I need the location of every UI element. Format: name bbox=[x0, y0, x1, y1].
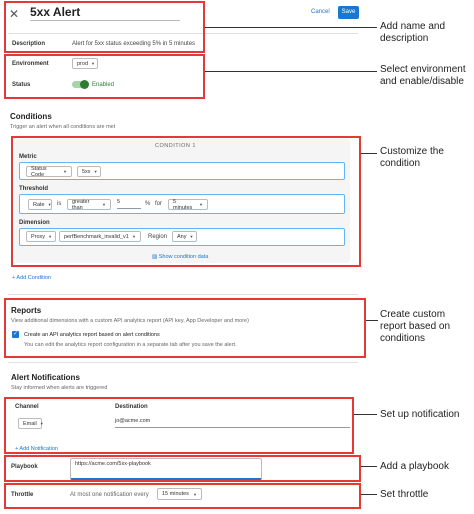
metric-value: Status Code bbox=[31, 165, 47, 178]
conditions-title: Conditions bbox=[10, 112, 52, 121]
threshold-unit: % bbox=[145, 201, 151, 207]
reports-subtitle: View additional dimensions with a custom API analytics report (API key, App Developer and more) bbox=[11, 318, 249, 324]
callout-line-1 bbox=[205, 27, 377, 28]
status-value: Enabled bbox=[92, 82, 115, 88]
highlight-notification bbox=[4, 397, 354, 454]
add-condition-button[interactable]: + Add Condition bbox=[12, 275, 51, 281]
highlight-environment-status bbox=[4, 54, 205, 99]
chevron-down-icon: ▼ bbox=[189, 234, 194, 239]
description-label: Description bbox=[12, 41, 46, 47]
condition-card-title: CONDITION 1 bbox=[155, 143, 196, 149]
callout-line-6 bbox=[361, 466, 377, 467]
reports-title: Reports bbox=[11, 306, 42, 315]
chevron-down-icon: ▼ bbox=[132, 234, 136, 239]
chevron-down-icon: ▼ bbox=[102, 202, 106, 207]
show-condition-data-label: Show condition data bbox=[158, 254, 209, 260]
chevron-down-icon: ▼ bbox=[93, 169, 98, 174]
callout-line-2 bbox=[205, 71, 377, 72]
chevron-down-icon: ▼ bbox=[199, 202, 203, 207]
dimension-value: perfBenchmark_invalid_v1 bbox=[64, 233, 129, 240]
environment-label: Environment bbox=[12, 61, 49, 67]
throttle-label: Throttle bbox=[11, 492, 34, 498]
chevron-down-icon: ▼ bbox=[39, 421, 44, 426]
notifications-subtitle: Stay informed when alerts are triggered bbox=[11, 385, 108, 391]
chevron-down-icon: ▼ bbox=[91, 61, 95, 66]
environment-value: prod bbox=[77, 60, 89, 67]
threshold-value-input[interactable]: 5 bbox=[117, 199, 141, 209]
check-icon: ✓ bbox=[12, 331, 19, 337]
chevron-down-icon: ▼ bbox=[48, 234, 53, 239]
channel-label: Channel bbox=[15, 404, 39, 410]
dimension-type-value: Proxy bbox=[31, 233, 46, 240]
destination-label: Destination bbox=[115, 404, 148, 410]
create-report-label: Create an API analytics report based on alert conditions bbox=[24, 332, 160, 338]
threshold-label: Threshold bbox=[19, 186, 49, 192]
threshold-is-label: is bbox=[57, 201, 62, 207]
chevron-down-icon: ▼ bbox=[193, 491, 197, 497]
callout-line-5 bbox=[354, 414, 377, 415]
status-code-value: 5xx bbox=[82, 168, 91, 175]
callout-line-3 bbox=[361, 153, 377, 154]
save-button[interactable]: Save bbox=[338, 6, 359, 19]
chevron-down-icon: ▼ bbox=[63, 169, 67, 174]
status-label: Status bbox=[12, 82, 31, 88]
callout-playbook: Add a playbook bbox=[380, 461, 449, 472]
threshold-type-value: Rate bbox=[33, 201, 45, 208]
channel-value: Email bbox=[23, 420, 37, 427]
chevron-down-icon: ▼ bbox=[47, 202, 52, 207]
playbook-input[interactable]: https://acme.com/5xx-playbook bbox=[70, 458, 262, 480]
metric-label: Metric bbox=[19, 154, 37, 160]
threshold-operator-value: greater than bbox=[72, 198, 90, 211]
playbook-label: Playbook bbox=[11, 464, 38, 470]
callout-notification: Set up notification bbox=[380, 409, 460, 420]
region-value: Any bbox=[177, 233, 187, 240]
chart-icon: ▨ bbox=[152, 254, 158, 260]
throttle-value: 15 minutes bbox=[162, 491, 189, 497]
dimension-label: Dimension bbox=[19, 220, 50, 226]
callout-name-description: Add name and description bbox=[380, 21, 446, 44]
highlight-playbook bbox=[4, 455, 361, 482]
destination-input[interactable]: jo@acme.com bbox=[115, 418, 350, 428]
highlight-condition bbox=[11, 136, 361, 267]
highlight-throttle bbox=[4, 483, 361, 509]
threshold-for-label: for bbox=[155, 201, 163, 207]
create-report-help: You can edit the analytics report configuration in a separate tab after you save the alert. bbox=[24, 342, 237, 348]
callout-reports: Create custom report based on conditions bbox=[380, 309, 451, 344]
close-icon[interactable]: ✕ bbox=[9, 7, 20, 21]
callout-condition: Customize the condition bbox=[380, 146, 444, 169]
threshold-duration-value: 5 minutes bbox=[173, 198, 193, 211]
region-label: Region bbox=[148, 234, 168, 240]
callout-line-7 bbox=[361, 494, 377, 495]
add-notification-button[interactable]: + Add Notification bbox=[15, 446, 58, 452]
highlight-reports bbox=[4, 298, 366, 358]
alert-title[interactable]: 5xx Alert bbox=[30, 5, 81, 19]
description-input[interactable]: Alert for 5xx status exceeding 5% in 5 minutes bbox=[72, 41, 196, 47]
callout-line-4 bbox=[366, 320, 378, 321]
callout-environment-status: Select environment and enable/disable bbox=[380, 64, 466, 87]
divider bbox=[8, 362, 358, 363]
conditions-subtitle: Trigger an alert when all conditions are met bbox=[10, 124, 116, 130]
cancel-button[interactable]: Cancel bbox=[311, 9, 330, 15]
callout-throttle: Set throttle bbox=[380, 489, 429, 500]
divider bbox=[8, 294, 358, 295]
throttle-text: At most one notification every bbox=[70, 492, 149, 498]
notifications-title: Alert Notifications bbox=[11, 373, 80, 382]
highlight-name-description bbox=[4, 1, 205, 53]
